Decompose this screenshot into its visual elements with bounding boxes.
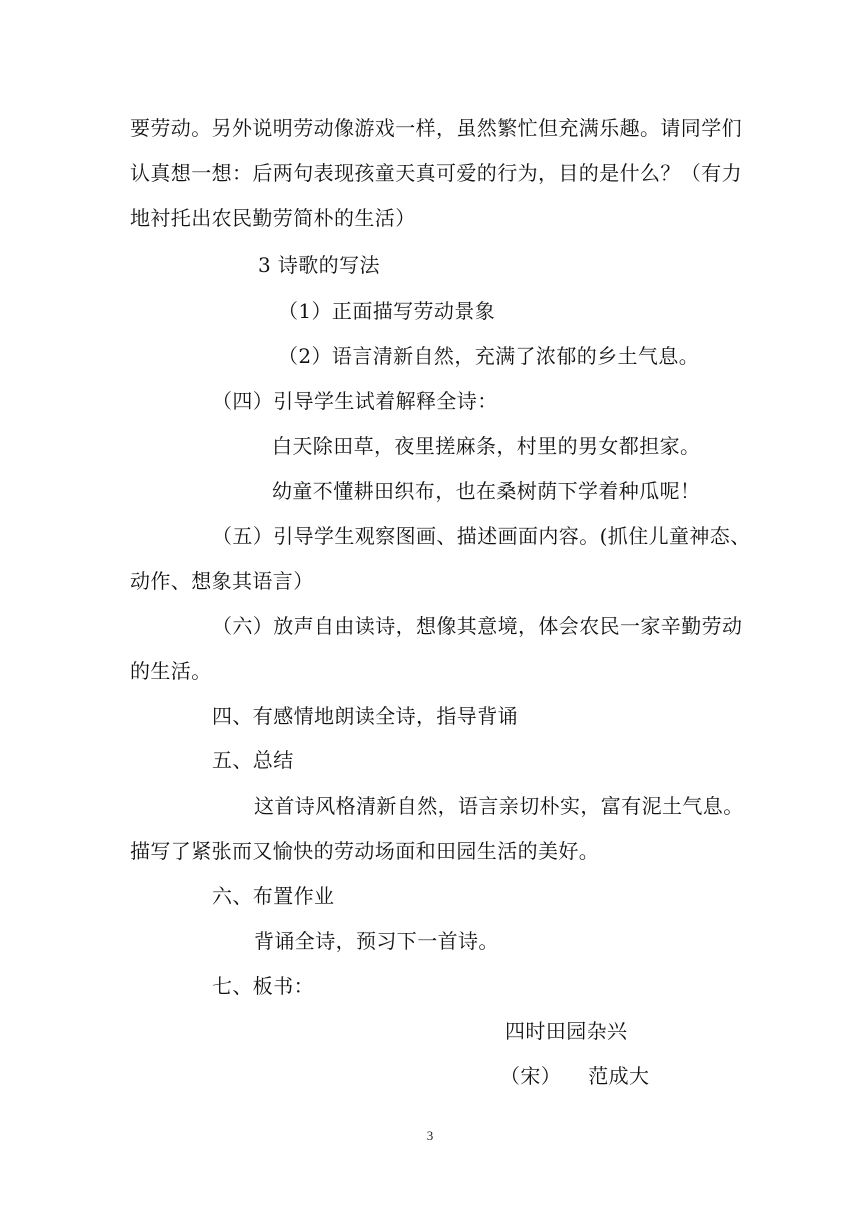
poem-translation-line: 白天除田草，夜里搓麻条，村里的男女都担家。	[272, 434, 701, 458]
section-heading: 3 诗歌的写法	[258, 253, 380, 277]
body-text-line: 这首诗风格清新自然，语言亲切朴实，富有泥土气息。	[254, 794, 744, 818]
board-title: 四时田园杂兴	[505, 1019, 628, 1043]
body-text-line: 描写了紧张而又愉快的劳动场面和田园生活的美好。	[130, 839, 600, 863]
section-heading: 六、布置作业	[212, 884, 335, 908]
body-text-line: 要劳动。另外说明劳动像游戏一样，虽然繁忙但充满乐趣。请同学们	[130, 116, 742, 140]
section-heading: 四、有感情地朗读全诗，指导背诵	[212, 704, 518, 728]
page-number: 3	[426, 1128, 434, 1143]
list-item: （2）语言清新自然，充满了浓郁的乡土气息。	[278, 344, 700, 368]
body-text-line: 动作、想象其语言）	[130, 569, 314, 593]
section-heading: （四）引导学生试着解释全诗：	[212, 389, 498, 413]
poem-translation-line: 幼童不懂耕田织布，也在桑树荫下学着种瓜呢！	[272, 479, 701, 503]
section-heading: 五、总结	[212, 748, 294, 772]
body-text-line: 地衬托出农民勤劳简朴的生活）	[130, 206, 416, 230]
list-item: （1）正面描写劳动景象	[278, 299, 496, 323]
body-text-line: 的生活。	[130, 659, 212, 683]
body-text-line: 认真想一想：后两句表现孩童天真可爱的行为，目的是什么？（有力	[130, 161, 742, 185]
section-heading: （五）引导学生观察图画、描述画面内容。(抓住儿童神态、	[212, 524, 751, 548]
section-heading: （六）放声自由读诗，想像其意境，体会农民一家辛勤劳动	[212, 614, 743, 638]
section-heading: 七、板书：	[212, 974, 314, 998]
board-author: （宋） 范成大	[500, 1064, 650, 1088]
body-text-line: 背诵全诗，预习下一首诗。	[254, 929, 499, 953]
